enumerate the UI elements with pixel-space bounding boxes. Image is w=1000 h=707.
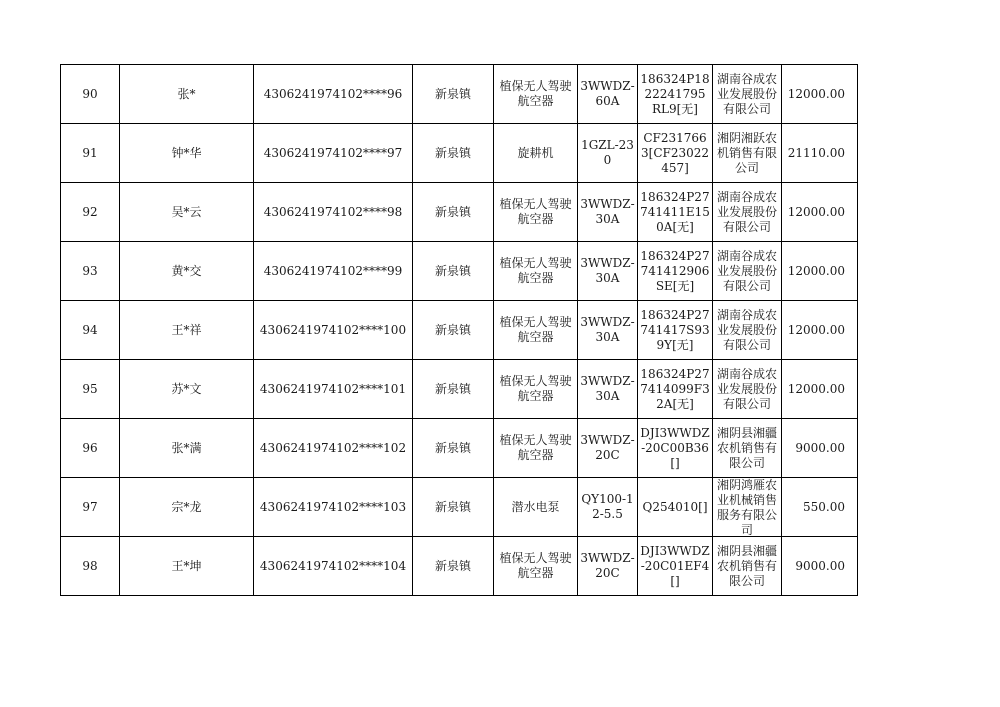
product-cell-text: 植保无人驾驶航空器 xyxy=(499,374,572,403)
product-cell-text: 潜水电泵 xyxy=(511,499,560,514)
serial-cell xyxy=(638,537,713,596)
model-cell-text: 3WWDZ-30A xyxy=(580,374,635,403)
serial-cell xyxy=(638,419,713,478)
id-number-cell xyxy=(254,124,413,183)
dealer-cell-text: 湖南谷成农业发展股份有限公司 xyxy=(716,366,777,411)
row-number-cell-text: 90 xyxy=(82,86,98,101)
town-cell xyxy=(413,419,494,478)
id-number-cell-text: 4306241974102****104 xyxy=(259,558,407,573)
serial-cell-text: 186324P27741411E150A[无] xyxy=(640,189,710,234)
amount-cell-text: 21110.00 xyxy=(787,145,845,160)
table-row xyxy=(61,183,858,242)
model-cell-text: 3WWDZ-30A xyxy=(580,315,635,344)
amount-cell xyxy=(782,478,858,537)
town-cell xyxy=(413,183,494,242)
row-number-cell xyxy=(61,65,120,124)
amount-cell-text: 12000.00 xyxy=(787,322,845,337)
model-cell-text: 3WWDZ-20C xyxy=(580,433,635,462)
serial-cell xyxy=(638,301,713,360)
product-cell-text: 植保无人驾驶航空器 xyxy=(499,551,572,580)
row-number-cell xyxy=(61,301,120,360)
id-number-cell xyxy=(254,242,413,301)
product-cell xyxy=(494,419,578,478)
model-cell xyxy=(578,242,638,301)
product-cell-text: 植保无人驾驶航空器 xyxy=(499,433,572,462)
amount-cell xyxy=(782,242,858,301)
model-cell xyxy=(578,183,638,242)
model-cell xyxy=(578,301,638,360)
id-number-cell-text: 4306241974102****99 xyxy=(263,263,403,278)
product-cell xyxy=(494,242,578,301)
serial-cell-text: 186324P27741412906SE[无] xyxy=(640,248,710,293)
town-cell-text: 新泉镇 xyxy=(434,263,471,278)
id-number-cell xyxy=(254,183,413,242)
name-cell xyxy=(120,360,254,419)
serial-cell-text: Q254010[] xyxy=(642,499,708,514)
row-number-cell xyxy=(61,537,120,596)
row-number-cell-text: 91 xyxy=(82,145,98,160)
product-cell-text: 植保无人驾驶航空器 xyxy=(499,315,572,344)
serial-cell xyxy=(638,124,713,183)
table-row xyxy=(61,65,858,124)
amount-cell xyxy=(782,124,858,183)
town-cell-text: 新泉镇 xyxy=(434,499,471,514)
model-cell-text: 3WWDZ-20C xyxy=(580,551,635,580)
name-cell-text: 宗*龙 xyxy=(171,499,202,514)
amount-cell xyxy=(782,360,858,419)
id-number-cell-text: 4306241974102****100 xyxy=(259,322,407,337)
product-cell xyxy=(494,360,578,419)
name-cell-text: 张* xyxy=(177,86,196,101)
table-row xyxy=(61,360,858,419)
serial-cell-text: CF2317663[CF23022457] xyxy=(641,130,709,175)
table-row xyxy=(61,242,858,301)
name-cell-text: 钟*华 xyxy=(171,145,202,160)
town-cell-text: 新泉镇 xyxy=(434,145,471,160)
serial-cell-text: DJI3WWDZ-20C00B36[] xyxy=(640,425,710,470)
town-cell xyxy=(413,301,494,360)
id-number-cell xyxy=(254,537,413,596)
dealer-cell xyxy=(713,537,782,596)
row-number-cell xyxy=(61,360,120,419)
dealer-cell-text: 湖南谷成农业发展股份有限公司 xyxy=(716,189,777,234)
amount-cell-text: 12000.00 xyxy=(787,381,845,396)
product-cell xyxy=(494,65,578,124)
dealer-cell xyxy=(713,419,782,478)
model-cell xyxy=(578,537,638,596)
dealer-cell-text: 湘阴县湘疆农机销售有限公司 xyxy=(716,543,777,588)
id-number-cell xyxy=(254,478,413,537)
product-cell-text: 植保无人驾驶航空器 xyxy=(499,256,572,285)
table-row xyxy=(61,124,858,183)
name-cell xyxy=(120,537,254,596)
table-row xyxy=(61,419,858,478)
row-number-cell xyxy=(61,183,120,242)
model-cell xyxy=(578,124,638,183)
model-cell xyxy=(578,419,638,478)
dealer-cell xyxy=(713,65,782,124)
dealer-cell-text: 湖南谷成农业发展股份有限公司 xyxy=(716,307,777,352)
id-number-cell xyxy=(254,419,413,478)
town-cell xyxy=(413,124,494,183)
model-cell xyxy=(578,65,638,124)
dealer-cell-text: 湘阴县湘疆农机销售有限公司 xyxy=(716,425,777,470)
amount-cell xyxy=(782,301,858,360)
serial-cell xyxy=(638,242,713,301)
product-cell-text: 植保无人驾驶航空器 xyxy=(499,197,572,226)
town-cell-text: 新泉镇 xyxy=(434,322,471,337)
amount-cell-text: 9000.00 xyxy=(795,558,845,573)
model-cell-text: 3WWDZ-30A xyxy=(580,197,635,226)
product-cell xyxy=(494,478,578,537)
town-cell-text: 新泉镇 xyxy=(434,381,471,396)
id-number-cell-text: 4306241974102****97 xyxy=(263,145,403,160)
town-cell-text: 新泉镇 xyxy=(434,204,471,219)
product-cell xyxy=(494,183,578,242)
name-cell xyxy=(120,419,254,478)
product-cell-text: 植保无人驾驶航空器 xyxy=(499,79,572,108)
town-cell xyxy=(413,242,494,301)
amount-cell xyxy=(782,419,858,478)
product-cell xyxy=(494,537,578,596)
table-row xyxy=(61,301,858,360)
town-cell xyxy=(413,65,494,124)
name-cell xyxy=(120,183,254,242)
id-number-cell xyxy=(254,301,413,360)
row-number-cell-text: 92 xyxy=(82,204,98,219)
town-cell-text: 新泉镇 xyxy=(434,86,471,101)
serial-cell-text: 186324P277414099F32A[无] xyxy=(640,366,710,411)
dealer-cell xyxy=(713,360,782,419)
town-cell-text: 新泉镇 xyxy=(434,558,471,573)
name-cell-text: 王*坤 xyxy=(171,558,202,573)
row-number-cell-text: 93 xyxy=(82,263,98,278)
name-cell xyxy=(120,124,254,183)
amount-cell xyxy=(782,183,858,242)
dealer-cell xyxy=(713,183,782,242)
name-cell-text: 王*祥 xyxy=(171,322,202,337)
serial-cell xyxy=(638,478,713,537)
row-number-cell xyxy=(61,242,120,301)
name-cell-text: 黄*交 xyxy=(171,263,202,278)
amount-cell-text: 12000.00 xyxy=(787,263,845,278)
amount-cell xyxy=(782,65,858,124)
serial-cell-text: 186324P27741417S939Y[无] xyxy=(640,307,710,352)
serial-cell xyxy=(638,360,713,419)
amount-cell-text: 550.00 xyxy=(803,499,845,514)
dealer-cell xyxy=(713,301,782,360)
serial-cell-text: DJI3WWDZ-20C01EF4[] xyxy=(640,543,710,588)
id-number-cell-text: 4306241974102****96 xyxy=(263,86,403,101)
row-number-cell-text: 98 xyxy=(82,558,98,573)
id-number-cell xyxy=(254,360,413,419)
dealer-cell-text: 湘阴鸿雁农业机械销售服务有限公司 xyxy=(716,478,777,536)
amount-cell-text: 9000.00 xyxy=(795,440,845,455)
model-cell-text: 1GZL-230 xyxy=(581,138,634,167)
model-cell-text: QY100-12-5.5 xyxy=(581,492,634,521)
row-number-cell-text: 96 xyxy=(82,440,98,455)
name-cell-text: 张*满 xyxy=(171,440,202,455)
model-cell-text: 3WWDZ-30A xyxy=(580,256,635,285)
serial-cell xyxy=(638,183,713,242)
dealer-cell xyxy=(713,242,782,301)
amount-cell xyxy=(782,537,858,596)
town-cell xyxy=(413,537,494,596)
dealer-cell xyxy=(713,124,782,183)
model-cell xyxy=(578,360,638,419)
name-cell xyxy=(120,478,254,537)
name-cell xyxy=(120,65,254,124)
subsidy-table xyxy=(60,64,858,596)
town-cell xyxy=(413,478,494,537)
name-cell-text: 苏*文 xyxy=(171,381,202,396)
row-number-cell-text: 94 xyxy=(82,322,98,337)
row-number-cell xyxy=(61,419,120,478)
table-row xyxy=(61,478,858,537)
dealer-cell xyxy=(713,478,782,537)
id-number-cell-text: 4306241974102****102 xyxy=(259,440,407,455)
product-cell xyxy=(494,301,578,360)
serial-cell-text: 186324P1822241795RL9[无] xyxy=(640,71,710,116)
amount-cell-text: 12000.00 xyxy=(787,204,845,219)
dealer-cell-text: 湘阴湘跃农机销售有限公司 xyxy=(716,130,777,175)
name-cell-text: 吴*云 xyxy=(171,204,202,219)
name-cell xyxy=(120,301,254,360)
id-number-cell-text: 4306241974102****103 xyxy=(259,499,407,514)
row-number-cell-text: 95 xyxy=(82,381,98,396)
row-number-cell xyxy=(61,478,120,537)
row-number-cell xyxy=(61,124,120,183)
product-cell xyxy=(494,124,578,183)
town-cell xyxy=(413,360,494,419)
product-cell-text: 旋耕机 xyxy=(517,145,554,160)
dealer-cell-text: 湖南谷成农业发展股份有限公司 xyxy=(716,248,777,293)
id-number-cell xyxy=(254,65,413,124)
dealer-cell-text: 湖南谷成农业发展股份有限公司 xyxy=(716,71,777,116)
table-row xyxy=(61,537,858,596)
model-cell xyxy=(578,478,638,537)
name-cell xyxy=(120,242,254,301)
id-number-cell-text: 4306241974102****98 xyxy=(263,204,403,219)
model-cell-text: 3WWDZ-60A xyxy=(580,79,635,108)
town-cell-text: 新泉镇 xyxy=(434,440,471,455)
id-number-cell-text: 4306241974102****101 xyxy=(259,381,407,396)
amount-cell-text: 12000.00 xyxy=(787,86,845,101)
row-number-cell-text: 97 xyxy=(82,499,98,514)
serial-cell xyxy=(638,65,713,124)
